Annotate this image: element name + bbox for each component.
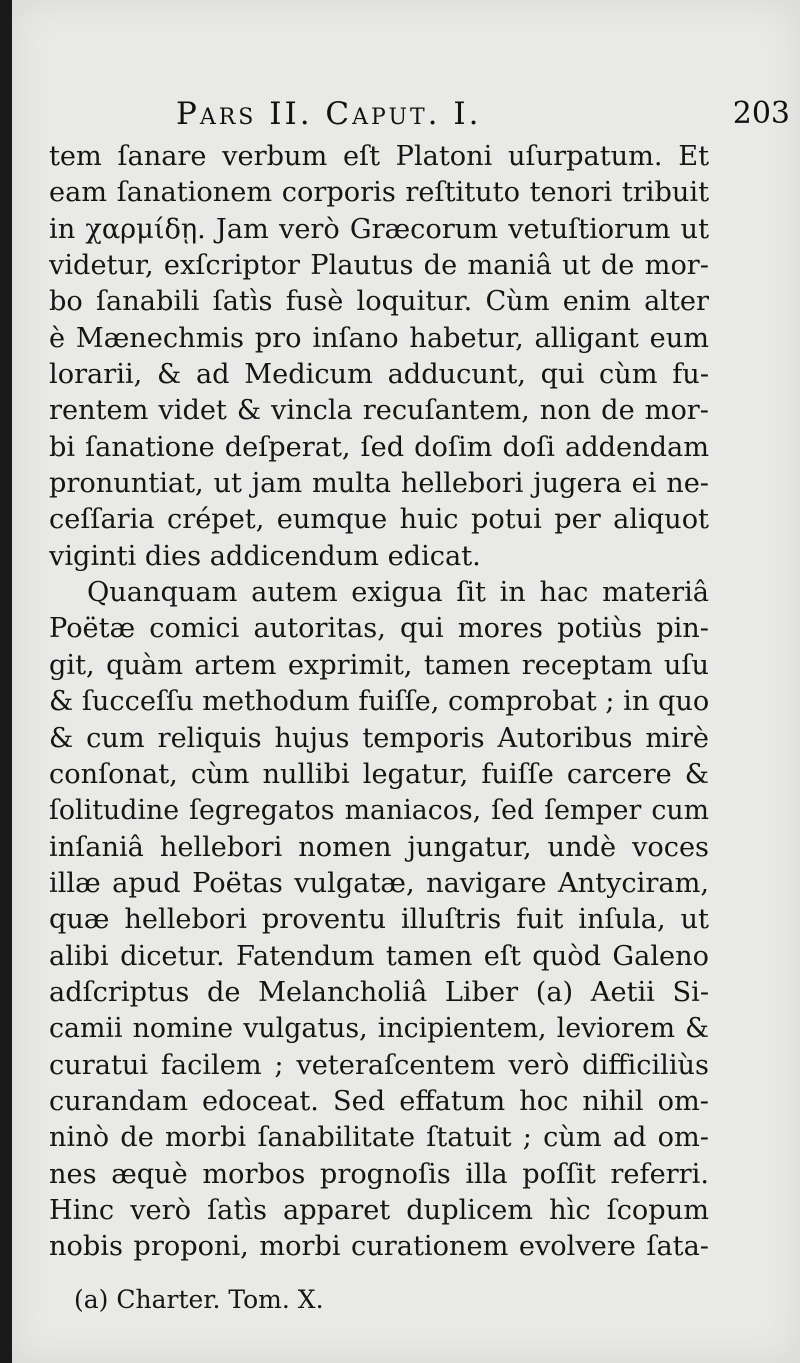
text-line: Hinc verò ſatìs apparet duplicem hìc ſcopum <box>49 1194 709 1226</box>
text-line: curatui facilem ; veteraſcentem verò difficiliùs <box>49 1049 709 1081</box>
page-number: 203 <box>732 96 790 131</box>
text-line: è Mænechmis pro inſano habetur, alligant eum <box>49 322 709 354</box>
text-line: lorarii, & ad Medicum adducunt, qui cùm fu- <box>49 359 709 391</box>
text-line: pronuntiat, ut jam multa hellebori jugera ei ne- <box>49 468 709 500</box>
text-line: illæ apud Poëtas vulgatæ, navigare Antyciram, <box>49 867 709 899</box>
text-line: alibi dicetur. Fatendum tamen eſt quòd Galeno <box>49 940 709 972</box>
text-line: tem ſanare verbum eſt Platoni uſurpatum. Et <box>49 141 709 172</box>
text-line: adſcriptus de Melancholiâ Liber (a) Aetii Si- <box>49 976 709 1008</box>
text-line: curandam edoceat. Sed effatum hoc nihil om- <box>49 1085 709 1117</box>
body-text <box>49 139 709 1266</box>
book-page <box>12 0 800 1363</box>
text-line: in χαρμίδῃ. Jam verò Græcorum vetuſtiorum ut <box>49 213 709 245</box>
text-line: Poëtæ comici autoritas, qui mores potiùs pin- <box>49 613 709 645</box>
running-head: Pars II. Caput. I. <box>176 96 482 132</box>
text-line: bo ſanabili ſatìs fusè loquitur. Cùm enim alter <box>49 286 709 318</box>
text-line: ninò de morbi ſanabilitate ſtatuit ; cùm ad om- <box>49 1122 709 1154</box>
text-line: nes æquè morbos prognoſis illa poſſit referri. <box>49 1158 709 1190</box>
text-line: bi ſanatione deſperat, ſed doſim doſi addendam <box>49 431 709 463</box>
footnote: (a) Charter. Tom. X. <box>74 1285 324 1314</box>
text-line: inſaniâ hellebori nomen jungatur, undè voces <box>49 831 709 863</box>
text-line: rentem videt & vincla recuſantem, non de mor- <box>49 395 709 427</box>
text-line: conſonat, cùm nullibi legatur, fuiſſe carcere & <box>49 758 709 790</box>
text-line: camii nomine vulgatus, incipientem, leviorem & <box>49 1013 709 1045</box>
text-line: git, quàm artem exprimit, tamen receptam uſu <box>49 649 709 681</box>
text-line: videtur, exſcriptor Plautus de maniâ ut de mor- <box>49 250 709 282</box>
text-line: nobis proponi, morbi curationem evolvere ſata- <box>49 1231 709 1263</box>
paragraph-start-line: Quanquam autem exigua ſit in hac materiâ <box>87 577 709 609</box>
text-line: & ſucceſſu methodum fuiſſe, comprobat ; in quo <box>49 686 709 718</box>
text-line: ſolitudine ſegregatos maniacos, ſed ſemper cum <box>49 795 709 827</box>
text-line: ceſſaria crépet, eumque huic potui per aliquot <box>49 504 709 536</box>
text-line: quæ hellebori proventu illuſtris fuit inſula, ut <box>49 904 709 936</box>
paragraph-end-line: viginti dies addicendum edicat. <box>49 540 481 572</box>
text-line: eam ſanationem corporis reſtituto tenori tribuit <box>49 177 709 209</box>
text-line: & cum reliquis hujus temporis Autoribus mirè <box>49 722 709 754</box>
